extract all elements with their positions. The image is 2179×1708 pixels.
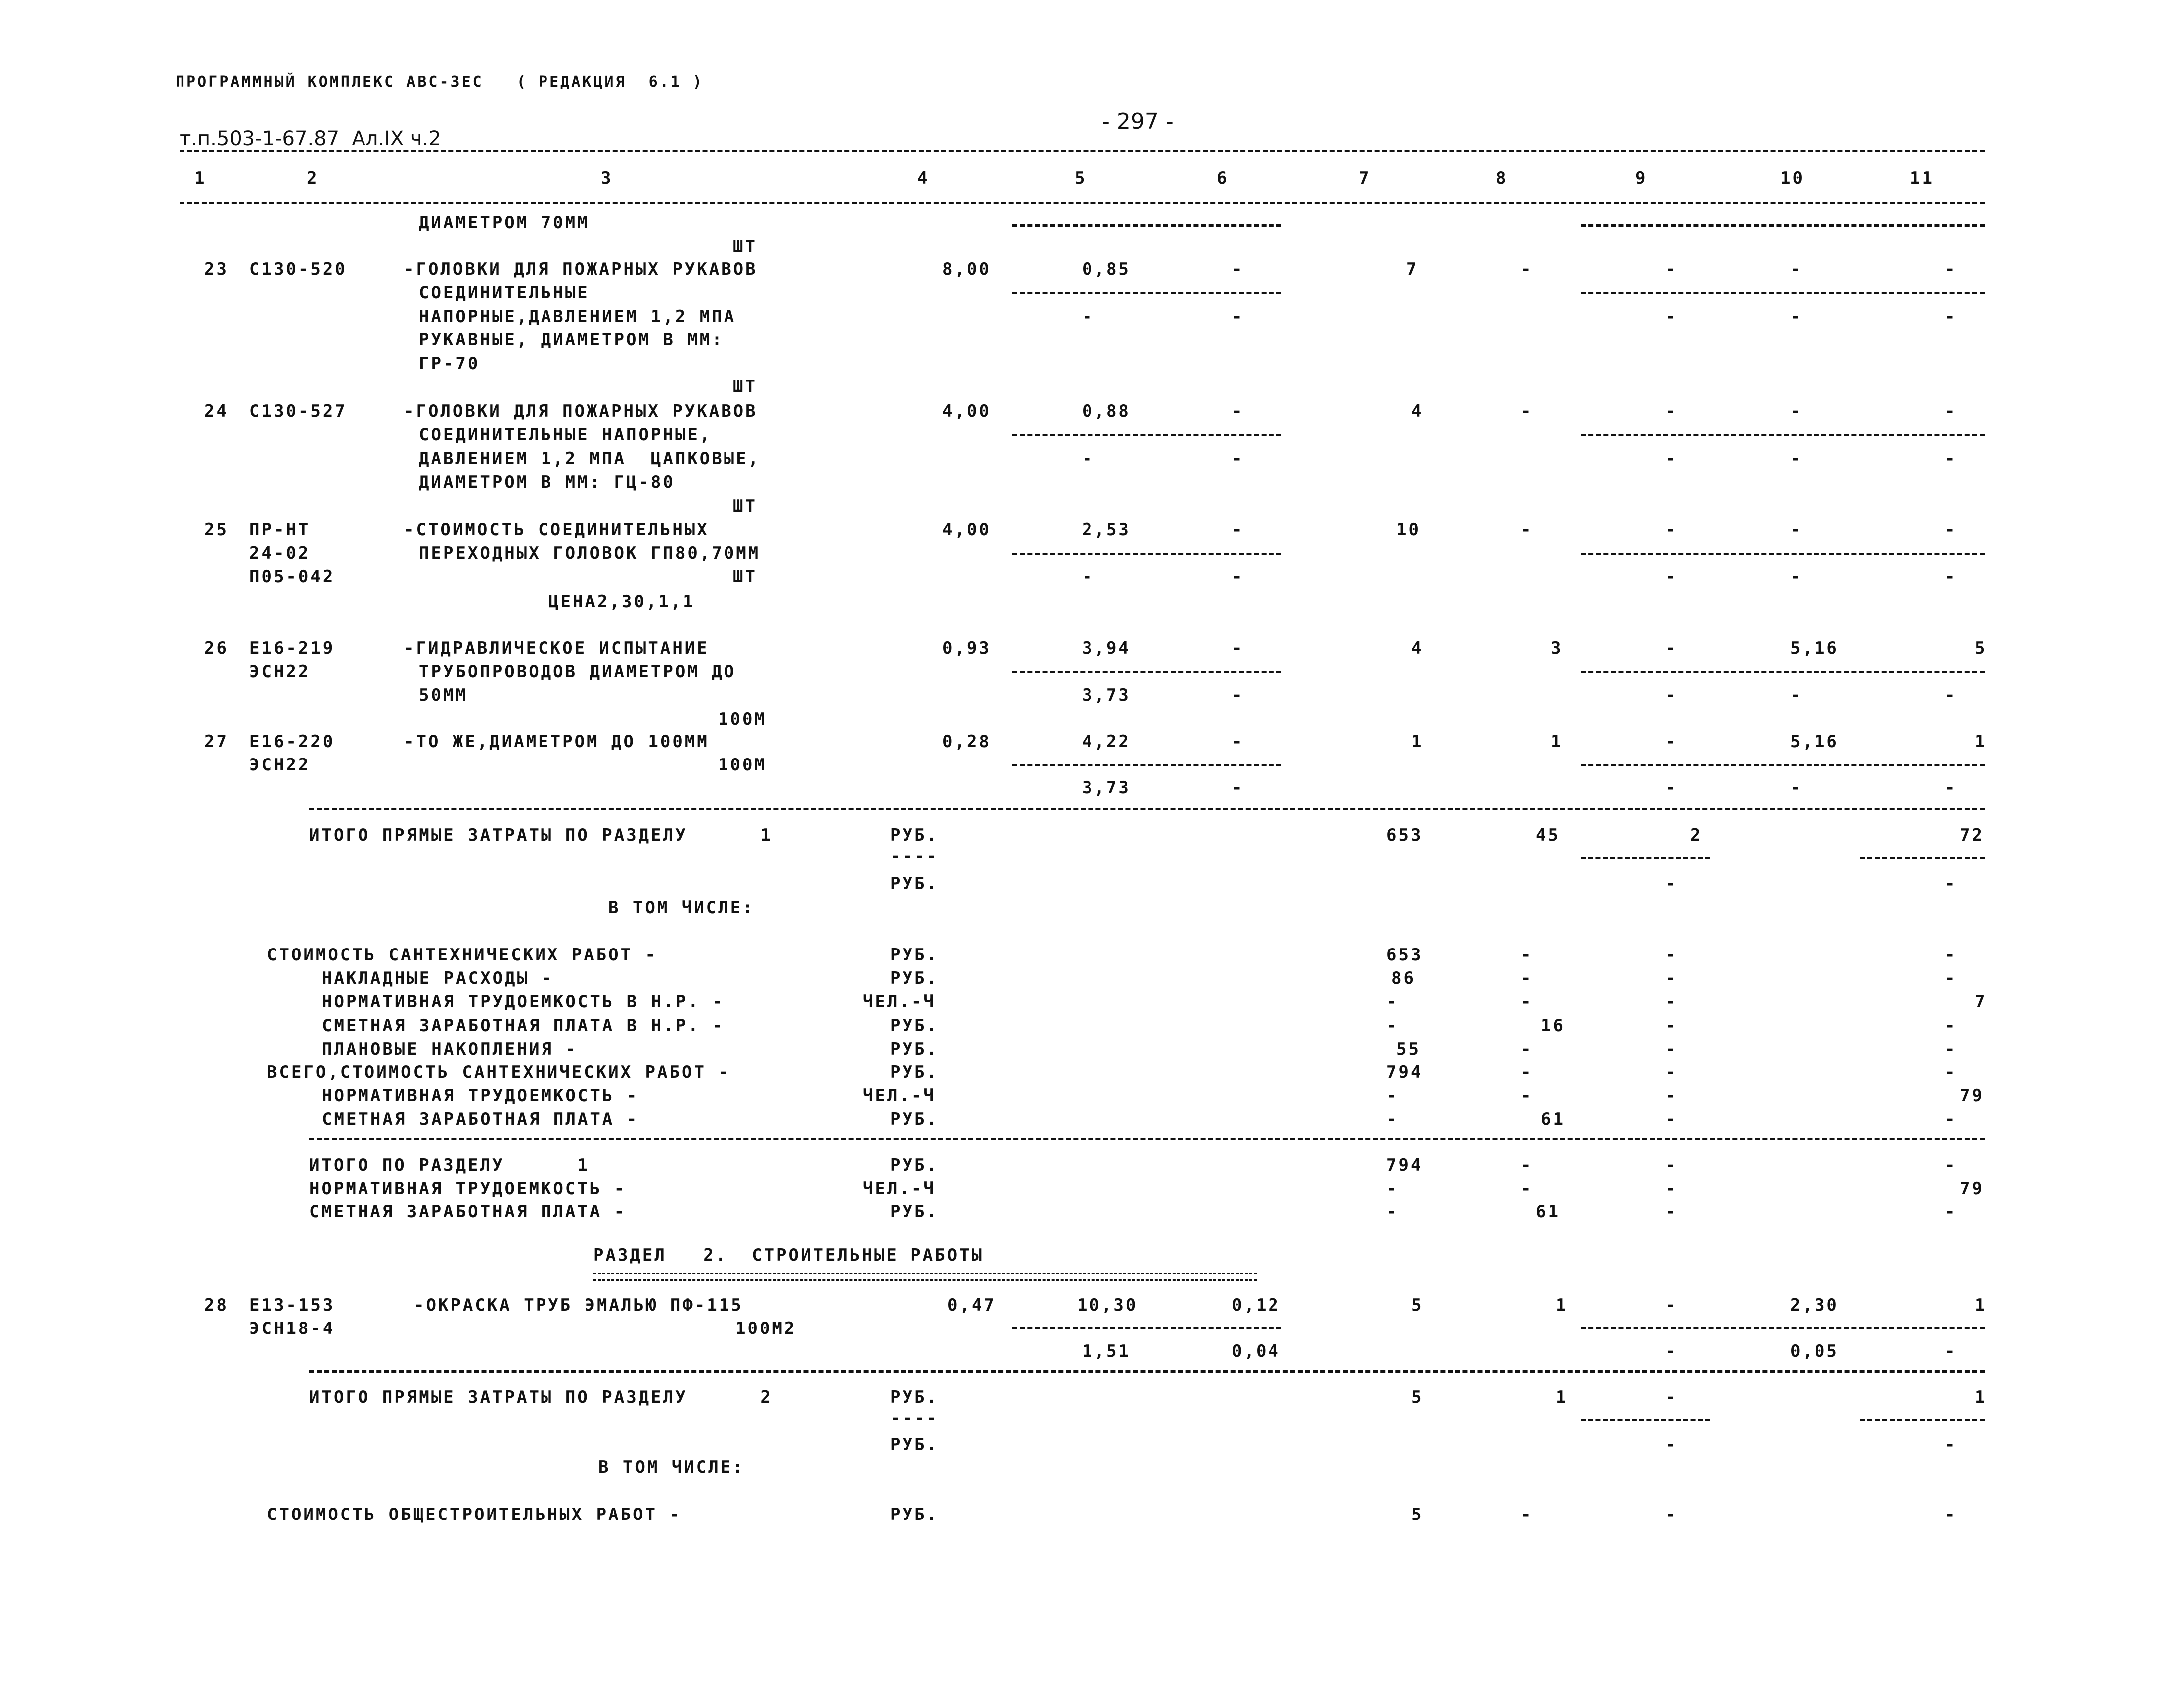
- column-header: 7: [1359, 168, 1371, 188]
- cell-col8: -: [1521, 259, 1533, 279]
- row-unit: 100М2: [735, 1319, 797, 1338]
- row-description: -ГИДРАВЛИЧЕСКОЕ ИСПЫТАНИЕ: [404, 638, 709, 658]
- row-description: -СТОИМОСТЬ СОЕДИНИТЕЛЬНЫХ: [404, 520, 709, 540]
- cell-col11-second: -: [1945, 1435, 1957, 1455]
- cell-separator: [1012, 553, 1281, 555]
- cell-col8: 1: [1556, 1387, 1568, 1407]
- cell-col11: 72: [1960, 825, 1984, 845]
- section-total-label: ИТОГО ПО РАЗДЕЛУ 1: [309, 1155, 590, 1175]
- cell-col9: -: [1665, 992, 1678, 1012]
- row-description: НАПОРНЫЕ,ДАВЛЕНИЕМ 1,2 МПА: [419, 307, 736, 327]
- summary-label: ПЛАНОВЫЕ НАКОПЛЕНИЯ -: [322, 1039, 578, 1059]
- unit-label: РУБ.: [890, 1109, 939, 1129]
- dash-sequence: ----: [890, 1408, 939, 1428]
- cell-col11: -: [1945, 1016, 1957, 1036]
- cell-col11: -: [1945, 945, 1957, 965]
- cell-col9: -: [1665, 1179, 1678, 1199]
- unit-label: РУБ.: [890, 1387, 939, 1407]
- row-unit: ШТ: [733, 496, 757, 516]
- row-number: 25: [204, 520, 229, 540]
- row-code: ЭСН22: [249, 755, 311, 775]
- cell-col11-second: -: [1945, 449, 1957, 469]
- cell-col11: 1: [1975, 1295, 1987, 1315]
- cell-col7: 10: [1396, 520, 1421, 540]
- cell-separator: [1581, 671, 1985, 673]
- cell-col7: 653: [1386, 825, 1423, 845]
- row-number: 27: [204, 732, 229, 752]
- cell-separator: [1860, 1419, 1985, 1421]
- cell-col11: -: [1945, 968, 1957, 988]
- cell-col9: -: [1665, 1109, 1678, 1129]
- header-divider-top: [180, 150, 1985, 152]
- summary-label: СМЕТНАЯ ЗАРАБОТНАЯ ПЛАТА -: [309, 1202, 627, 1222]
- cell-col11: -: [1945, 1062, 1957, 1082]
- cell-col6: -: [1232, 259, 1244, 279]
- row-description: ДИАМЕТРОМ 70ММ: [419, 213, 590, 233]
- cell-col8: -: [1521, 1505, 1533, 1524]
- cell-col8: -: [1521, 1062, 1533, 1082]
- cell-col6: -: [1232, 638, 1244, 658]
- row-number: 28: [204, 1295, 229, 1315]
- cell-col8: -: [1521, 1086, 1533, 1106]
- cell-col11: -: [1945, 1039, 1957, 1059]
- cell-col9: -: [1665, 1202, 1678, 1222]
- cell-col11: 5: [1975, 638, 1987, 658]
- row-number: 26: [204, 638, 229, 658]
- cell-separator: [1860, 857, 1985, 859]
- row-description: -ТО ЖЕ,ДИАМЕТРОМ ДО 100ММ: [404, 732, 709, 752]
- cell-col9: -: [1665, 945, 1678, 965]
- cell-col9-second: -: [1665, 874, 1678, 894]
- column-header: 11: [1910, 168, 1934, 188]
- cell-col10-second: -: [1790, 449, 1803, 469]
- row-number: 23: [204, 259, 229, 279]
- cell-col11: -: [1945, 1505, 1957, 1524]
- unit-label: РУБ.: [890, 1202, 939, 1222]
- cell-col5-second: -: [1082, 307, 1094, 327]
- cell-col9: -: [1665, 1039, 1678, 1059]
- unit-label: РУБ.: [890, 1062, 939, 1082]
- cell-col8: 3: [1551, 638, 1563, 658]
- row-description: СОЕДИНИТЕЛЬНЫЕ: [419, 283, 590, 303]
- cell-col8: 16: [1541, 1016, 1565, 1036]
- cell-col7: 653: [1386, 945, 1423, 965]
- dash-sequence: ----: [890, 846, 939, 866]
- cell-col10: 5,16: [1790, 732, 1839, 752]
- cell-col8: -: [1521, 1155, 1533, 1175]
- cell-separator: [1012, 434, 1281, 436]
- cell-col6-second: -: [1232, 567, 1244, 587]
- cell-col8: -: [1521, 945, 1533, 965]
- cell-col8: 61: [1536, 1202, 1560, 1222]
- row-description: ТРУБОПРОВОДОВ ДИАМЕТРОМ ДО: [419, 662, 736, 682]
- summary-label: НОРМАТИВНАЯ ТРУДОЕМКОСТЬ -: [309, 1179, 627, 1199]
- cell-col7: -: [1386, 1016, 1399, 1036]
- cell-col8: -: [1521, 401, 1533, 421]
- cell-col11: -: [1945, 520, 1957, 540]
- unit-label: РУБ.: [890, 1435, 939, 1455]
- column-header: 9: [1635, 168, 1648, 188]
- cell-col7: 7: [1406, 259, 1419, 279]
- row-unit: ШТ: [733, 237, 757, 257]
- cell-col5: 4,22: [1082, 732, 1131, 752]
- cell-col5: 0,85: [1082, 259, 1131, 279]
- row-description: ДИАМЕТРОМ В ММ: ГЦ-80: [419, 472, 675, 492]
- cell-col9: -: [1665, 1295, 1678, 1315]
- cell-col7: 794: [1386, 1062, 1423, 1082]
- cell-col7: 4: [1411, 401, 1424, 421]
- cell-col7: -: [1386, 1202, 1399, 1222]
- row-code: П05-042: [249, 567, 335, 587]
- cell-col9: -: [1665, 1505, 1678, 1524]
- cell-quantity: 4,00: [942, 401, 991, 421]
- row-price-note: ЦЕНА2,30,1,1: [548, 592, 695, 612]
- column-header: 5: [1075, 168, 1087, 188]
- cell-col9-second: -: [1665, 307, 1678, 327]
- cell-col9-second: -: [1665, 685, 1678, 705]
- cell-col9: 2: [1690, 825, 1703, 845]
- summary-label: СМЕТНАЯ ЗАРАБОТНАЯ ПЛАТА В Н.Р. -: [322, 1016, 725, 1036]
- cell-separator: [1581, 857, 1710, 859]
- cell-col11: -: [1945, 401, 1957, 421]
- document-reference: т.п.503-1-67.87 Ал.IX ч.2: [180, 127, 441, 150]
- section-divider: [309, 1370, 1985, 1373]
- unit-label: РУБ.: [890, 825, 939, 845]
- cell-col8: -: [1521, 992, 1533, 1012]
- row-code: Е16-219: [249, 638, 335, 658]
- cell-col6-second: -: [1232, 778, 1244, 798]
- cell-col9-second: -: [1665, 449, 1678, 469]
- cell-col5: 0,88: [1082, 401, 1131, 421]
- row-code: Е16-220: [249, 732, 335, 752]
- cell-col7: 86: [1391, 968, 1416, 988]
- row-description: ДАВЛЕНИЕМ 1,2 МПА ЦАПКОВЫЕ,: [419, 449, 761, 469]
- cell-col5-second: -: [1082, 449, 1094, 469]
- row-description: ГР-70: [419, 354, 480, 374]
- cell-col5: 3,94: [1082, 638, 1131, 658]
- cell-col6: -: [1232, 732, 1244, 752]
- cell-separator: [1012, 671, 1281, 673]
- cell-col11-second: -: [1945, 778, 1957, 798]
- cell-col9: -: [1665, 732, 1678, 752]
- row-unit: 100М: [718, 755, 767, 775]
- cell-col11-second: -: [1945, 685, 1957, 705]
- cell-col9: -: [1665, 1086, 1678, 1106]
- cell-col11: 1: [1975, 1387, 1987, 1407]
- unit-label: РУБ.: [890, 1016, 939, 1036]
- section-2-title: РАЗДЕЛ 2. СТРОИТЕЛЬНЫЕ РАБОТЫ: [593, 1245, 984, 1265]
- cell-col9-second: -: [1665, 778, 1678, 798]
- cell-quantity: 0,93: [942, 638, 991, 658]
- cell-col11: -: [1945, 1109, 1957, 1129]
- unit-label: РУБ.: [890, 1039, 939, 1059]
- cell-col11-second: -: [1945, 307, 1957, 327]
- cell-separator: [1581, 1327, 1985, 1329]
- cell-col9: -: [1665, 1016, 1678, 1036]
- unit-label: ЧЕЛ.-Ч: [863, 992, 936, 1012]
- row-unit: ШТ: [733, 567, 757, 587]
- row-unit: ШТ: [733, 377, 757, 396]
- row-description: -ГОЛОВКИ ДЛЯ ПОЖАРНЫХ РУКАВОВ: [404, 259, 758, 279]
- summary-label: СМЕТНАЯ ЗАРАБОТНАЯ ПЛАТА -: [322, 1109, 639, 1129]
- cell-col11-second: -: [1945, 567, 1957, 587]
- cell-col6: 0,12: [1232, 1295, 1280, 1315]
- cell-col9: -: [1665, 1155, 1678, 1175]
- cell-quantity: 4,00: [942, 520, 991, 540]
- cell-col8: 1: [1556, 1295, 1568, 1315]
- cell-separator: [1012, 292, 1281, 294]
- unit-label: РУБ.: [890, 968, 939, 988]
- cell-col11: 79: [1960, 1179, 1984, 1199]
- cell-col7: 794: [1386, 1155, 1423, 1175]
- cell-col7: 5: [1411, 1505, 1424, 1524]
- cell-col9: -: [1665, 259, 1678, 279]
- summary-label: СТОИМОСТЬ ОБЩЕСТРОИТЕЛЬНЫХ РАБОТ -: [267, 1505, 682, 1524]
- row-code: С130-520: [249, 259, 347, 279]
- cell-col11: 79: [1960, 1086, 1984, 1106]
- cell-separator: [1581, 434, 1985, 436]
- including-heading: В ТОМ ЧИСЛЕ:: [598, 1457, 745, 1477]
- cell-col7: -: [1386, 1109, 1399, 1129]
- cell-col9: -: [1665, 638, 1678, 658]
- cell-col9-second: -: [1665, 1341, 1678, 1361]
- cell-col9-second: -: [1665, 1435, 1678, 1455]
- cell-col8: -: [1521, 520, 1533, 540]
- summary-label: НАКЛАДНЫЕ РАСХОДЫ -: [322, 968, 553, 988]
- cell-col8: 45: [1536, 825, 1560, 845]
- cell-col10: 5,16: [1790, 638, 1839, 658]
- unit-label: РУБ.: [890, 1155, 939, 1175]
- cell-col6-second: -: [1232, 307, 1244, 327]
- column-header: 2: [307, 168, 319, 188]
- cell-col7: -: [1386, 1179, 1399, 1199]
- unit-label: РУБ.: [890, 874, 939, 894]
- row-code: 24-02: [249, 543, 311, 563]
- cell-col8: -: [1521, 968, 1533, 988]
- column-header: 3: [601, 168, 613, 188]
- cell-col9: -: [1665, 401, 1678, 421]
- summary-label: СТОИМОСТЬ САНТЕХНИЧЕСКИХ РАБОТ -: [267, 945, 658, 965]
- cell-col11: -: [1945, 1155, 1957, 1175]
- row-description: СОЕДИНИТЕЛЬНЫЕ НАПОРНЫЕ,: [419, 425, 712, 445]
- row-code: ЭСН22: [249, 662, 311, 682]
- column-header: 8: [1496, 168, 1508, 188]
- cell-col6-second: -: [1232, 449, 1244, 469]
- unit-label: ЧЕЛ.-Ч: [863, 1179, 936, 1199]
- row-code: С130-527: [249, 401, 347, 421]
- direct-costs-label: ИТОГО ПРЯМЫЕ ЗАТРАТЫ ПО РАЗДЕЛУ 2: [309, 1387, 773, 1407]
- cell-col10-second: -: [1790, 307, 1803, 327]
- section-divider: [309, 1138, 1985, 1140]
- cell-col10-second: 0,05: [1790, 1341, 1839, 1361]
- cell-col11: -: [1945, 1202, 1957, 1222]
- cell-col6-second: 0,04: [1232, 1341, 1280, 1361]
- cell-col9: -: [1665, 1387, 1678, 1407]
- cell-col5-second: 3,73: [1082, 685, 1131, 705]
- cell-col10-second: -: [1790, 685, 1803, 705]
- cell-col8: -: [1521, 1179, 1533, 1199]
- row-code: ПР-НТ: [249, 520, 311, 540]
- cell-col5: 2,53: [1082, 520, 1131, 540]
- cell-separator: [1012, 1327, 1281, 1329]
- cell-col11: 7: [1975, 992, 1987, 1012]
- cell-separator: [1581, 764, 1985, 766]
- row-code: Е13-153: [249, 1295, 335, 1315]
- cell-col11-second: -: [1945, 1341, 1957, 1361]
- cell-col5-second: 3,73: [1082, 778, 1131, 798]
- row-description: -ОКРАСКА ТРУБ ЭМАЛЬЮ ПФ-115: [414, 1295, 743, 1315]
- row-description: ПЕРЕХОДНЫХ ГОЛОВОК ГП80,70ММ: [419, 543, 761, 563]
- row-description: -ГОЛОВКИ ДЛЯ ПОЖАРНЫХ РУКАВОВ: [404, 401, 758, 421]
- cell-col7: -: [1386, 1086, 1399, 1106]
- cell-col6: -: [1232, 401, 1244, 421]
- cell-separator: [1012, 764, 1281, 766]
- cell-col10-second: -: [1790, 567, 1803, 587]
- header-divider-bottom: [180, 202, 1985, 204]
- cell-col5-second: -: [1082, 567, 1094, 587]
- row-description: 50ММ: [419, 685, 468, 705]
- unit-label: РУБ.: [890, 945, 939, 965]
- row-description: РУКАВНЫЕ, ДИАМЕТРОМ В ММ:: [419, 330, 724, 350]
- unit-label: РУБ.: [890, 1505, 939, 1524]
- section-divider: [309, 808, 1985, 810]
- cell-separator: [1581, 224, 1985, 227]
- cell-col8: -: [1521, 1039, 1533, 1059]
- column-header: 4: [917, 168, 930, 188]
- cell-col7: 55: [1396, 1039, 1421, 1059]
- cell-col6-second: -: [1232, 685, 1244, 705]
- cell-col9: -: [1665, 968, 1678, 988]
- cell-col7: 5: [1411, 1387, 1424, 1407]
- cell-col9: -: [1665, 1062, 1678, 1082]
- cell-col11: -: [1945, 259, 1957, 279]
- cell-col5: 10,30: [1077, 1295, 1138, 1315]
- cell-col8: 1: [1551, 732, 1563, 752]
- cell-col11-second: -: [1945, 874, 1957, 894]
- cell-separator: [1012, 224, 1281, 227]
- direct-costs-label: ИТОГО ПРЯМЫЕ ЗАТРАТЫ ПО РАЗДЕЛУ 1: [309, 825, 773, 845]
- column-header: 6: [1217, 168, 1229, 188]
- cell-col10: -: [1790, 401, 1803, 421]
- cell-col9-second: -: [1665, 567, 1678, 587]
- column-header: 1: [194, 168, 207, 188]
- unit-label: ЧЕЛ.-Ч: [863, 1086, 936, 1106]
- summary-label: НОРМАТИВНАЯ ТРУДОЕМКОСТЬ В Н.Р. -: [322, 992, 725, 1012]
- section-title-underline: [593, 1273, 1257, 1281]
- including-heading: В ТОМ ЧИСЛЕ:: [608, 898, 755, 918]
- cell-quantity: 0,28: [942, 732, 991, 752]
- cell-col6: -: [1232, 520, 1244, 540]
- cell-col10: -: [1790, 520, 1803, 540]
- row-unit: 100М: [718, 709, 767, 729]
- cell-col10: -: [1790, 259, 1803, 279]
- cell-col8: 61: [1541, 1109, 1565, 1129]
- summary-label: НОРМАТИВНАЯ ТРУДОЕМКОСТЬ -: [322, 1086, 639, 1106]
- cell-quantity: 0,47: [947, 1295, 996, 1315]
- column-header: 10: [1780, 168, 1805, 188]
- cell-col11: 1: [1975, 732, 1987, 752]
- program-title: ПРОГРАММНЫЙ КОМПЛЕКС АВС-3ЕС ( РЕДАКЦИЯ 6.1 ): [176, 73, 704, 91]
- cell-col7: 4: [1411, 638, 1424, 658]
- cell-col7: -: [1386, 992, 1399, 1012]
- cell-col5-second: 1,51: [1082, 1341, 1131, 1361]
- cell-separator: [1581, 1419, 1710, 1421]
- cell-col10-second: -: [1790, 778, 1803, 798]
- page-number: - 297 -: [1102, 109, 1174, 134]
- cell-col10: 2,30: [1790, 1295, 1839, 1315]
- cell-col9: -: [1665, 520, 1678, 540]
- summary-label: ВСЕГО,СТОИМОСТЬ САНТЕХНИЧЕСКИХ РАБОТ -: [267, 1062, 730, 1082]
- cell-quantity: 8,00: [942, 259, 991, 279]
- cell-col7: 1: [1411, 732, 1424, 752]
- row-number: 24: [204, 401, 229, 421]
- row-code: ЭСН18-4: [249, 1319, 335, 1338]
- cell-separator: [1581, 553, 1985, 555]
- cell-separator: [1581, 292, 1985, 294]
- cell-col7: 5: [1411, 1295, 1424, 1315]
